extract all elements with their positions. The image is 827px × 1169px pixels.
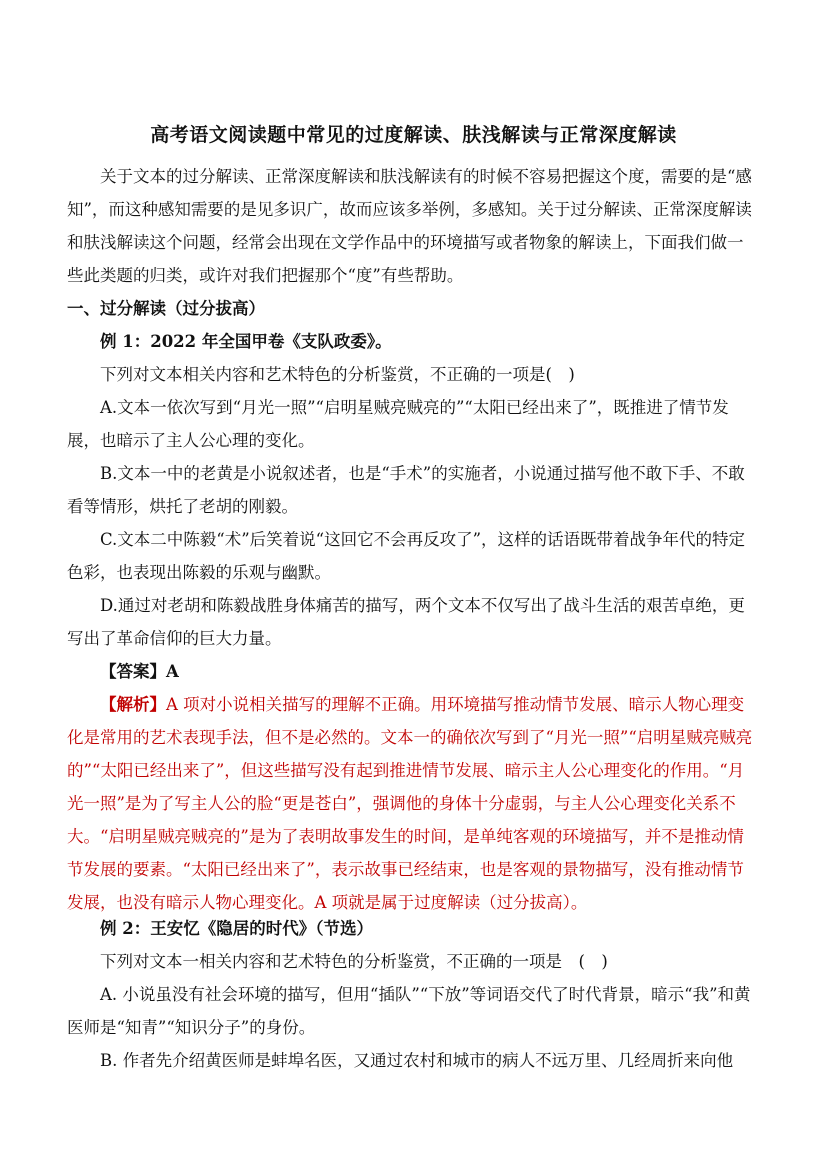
section-heading: 一、过分解读（过分拔高） xyxy=(67,299,265,318)
example-1-option-a: A.文本一依次写到“月光一照”“启明星贼亮贼亮的”“太阳已经出来了”，既推进了情节发展，也暗示了主人公心理的变化。 xyxy=(67,398,729,450)
example-1-option-c: C.文本二中陈毅“术”后笑着说“这回它不会再反攻了”，这样的话语既带着战争年代的特定色彩，也表现出陈毅的乐观与幽默。 xyxy=(67,530,746,582)
example-2-question: 下列对文本一相关内容和艺术特色的分析鉴赏，不正确的一项是 ( ) xyxy=(100,952,608,971)
example-1-option-d: D.通过对老胡和陈毅战胜身体痛苦的描写，两个文本不仅写出了战斗生活的艰苦卓绝，更写出了革命信仰的巨大力量。 xyxy=(67,596,745,648)
answer-label: 【答案】 xyxy=(100,662,166,681)
analysis-text: A 项对小说相关描写的理解不正确。用环境描写推动情节发展、暗示人物心理变化是常用的艺术表现手法，但不是必然的。文本一的确依次写到了“月光一照”“启明星贼亮贼亮的”“太阳已经出来了”，但这些描写没有起到推进情节发展、暗示主人公心理变化的作用。“月光一照”是为了写主人公的脸“更是苍白”，强调他的身体十分虚弱，与主人公心理变化关系不大。“启明星贼亮贼亮的”是为了表明故事发生的时间，是单纯客观的环境描写，并不是推动情节发展的要素。“太阳已经出来了”，表示故事已经结束，也是客观的景物描写，没有推动情节发展，也没有暗示人物心理变化。A 项就是属于过度解读（过分拔高）。 xyxy=(67,695,753,912)
example-1-question: 下列对文本相关内容和艺术特色的分析鉴赏，不正确的一项是( ) xyxy=(100,365,575,384)
example-1-label: 例 1：2022 年全国甲卷《支队政委》。 xyxy=(100,332,392,351)
example-2-label: 例 2：王安忆《隐居的时代》（节选） xyxy=(100,919,373,938)
analysis-label: 【解析】 xyxy=(100,695,166,714)
example-2-option-b: B. 作者先介绍黄医师是蚌埠名医，又通过农村和城市的病人不远万里、几经周折来向他 xyxy=(100,1051,734,1070)
intro-paragraph: 关于文本的过分解读、正常深度解读和肤浅解读有的时候不容易把握这个度，需要的是“感知”，而这种感知需要的是见多识广，故而应该多举例，多感知。关于过分解读、正常深度解读和肤浅解读这个问题，经常会出现在文学作品中的环境描写或者物象的解读上，下面我们做一些此类题的归类，或许对我们把握那个“度”有些帮助。 xyxy=(67,167,752,285)
example-1-analysis xyxy=(67,688,757,919)
example-1-option-b: B.文本一中的老黄是小说叙述者，也是“手术”的实施者，小说通过描写他不敢下手、不敢看等情形，烘托了老胡的刚毅。 xyxy=(67,464,745,516)
example-2-option-a: A. 小说虽没有社会环境的描写，但用“插队”“下放”等词语交代了时代背景，暗示“我”和黄医师是“知青”“知识分子”的身份。 xyxy=(67,985,751,1037)
example-1-answer xyxy=(67,655,757,688)
page-title: 高考语文阅读题中常见的过度解读、肤浅解读与正常深度解读 xyxy=(150,124,677,146)
answer-value: A xyxy=(166,662,179,681)
